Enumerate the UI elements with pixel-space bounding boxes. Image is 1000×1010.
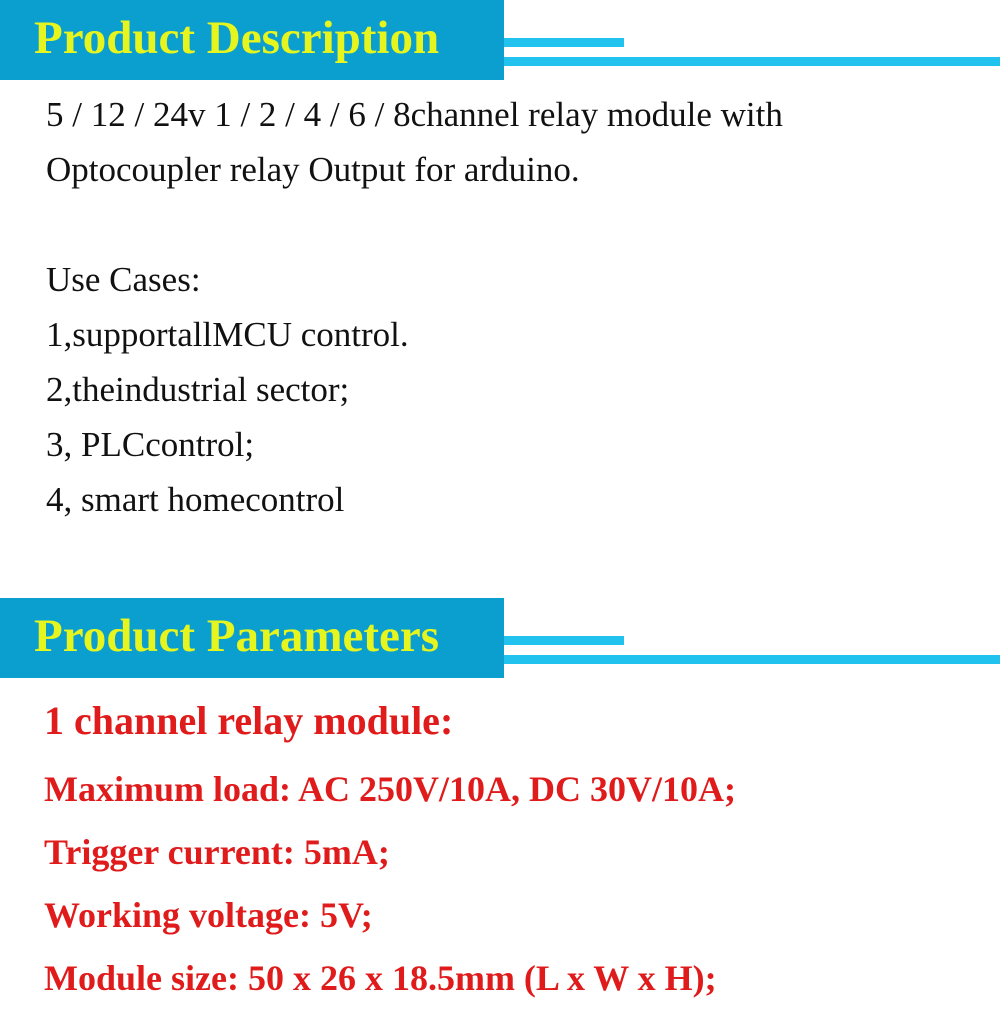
parameters-title: Product Parameters [34, 610, 440, 662]
use-case-item: 4, smart homecontrol [46, 480, 345, 519]
spec-working-voltage: Working voltage: 5V; [44, 895, 373, 935]
parameters-stripe-lower [504, 655, 1000, 664]
spec-module-size: Module size: 50 x 26 x 18.5mm (L x W x H); [44, 958, 717, 998]
description-stripe-upper [504, 38, 624, 47]
paragraph-gap [46, 197, 976, 252]
intro-line-1: 5 / 12 / 24v 1 / 2 / 4 / 6 / 8channel relay module with [46, 95, 783, 134]
parameters-banner [0, 598, 504, 678]
description-stripe-lower [504, 57, 1000, 66]
parameters-stripe-upper [504, 636, 624, 645]
use-cases-title: Use Cases: [46, 260, 201, 299]
use-case-item: 1,supportallMCU control. [46, 315, 409, 354]
intro-line-2: Optocoupler relay Output for arduino. [46, 150, 580, 189]
use-case-item: 2,theindustrial sector; [46, 370, 350, 409]
parameters-body [44, 692, 984, 1010]
description-body [46, 87, 976, 527]
spec-max-load: Maximum load: AC 250V/10A, DC 30V/10A; [44, 769, 736, 809]
use-case-item: 3, PLCcontrol; [46, 425, 255, 464]
parameters-heading: 1 channel relay module: [44, 698, 454, 743]
spec-trigger-current: Trigger current: 5mA; [44, 832, 390, 872]
description-banner [0, 0, 504, 80]
description-title: Product Description [34, 12, 440, 64]
